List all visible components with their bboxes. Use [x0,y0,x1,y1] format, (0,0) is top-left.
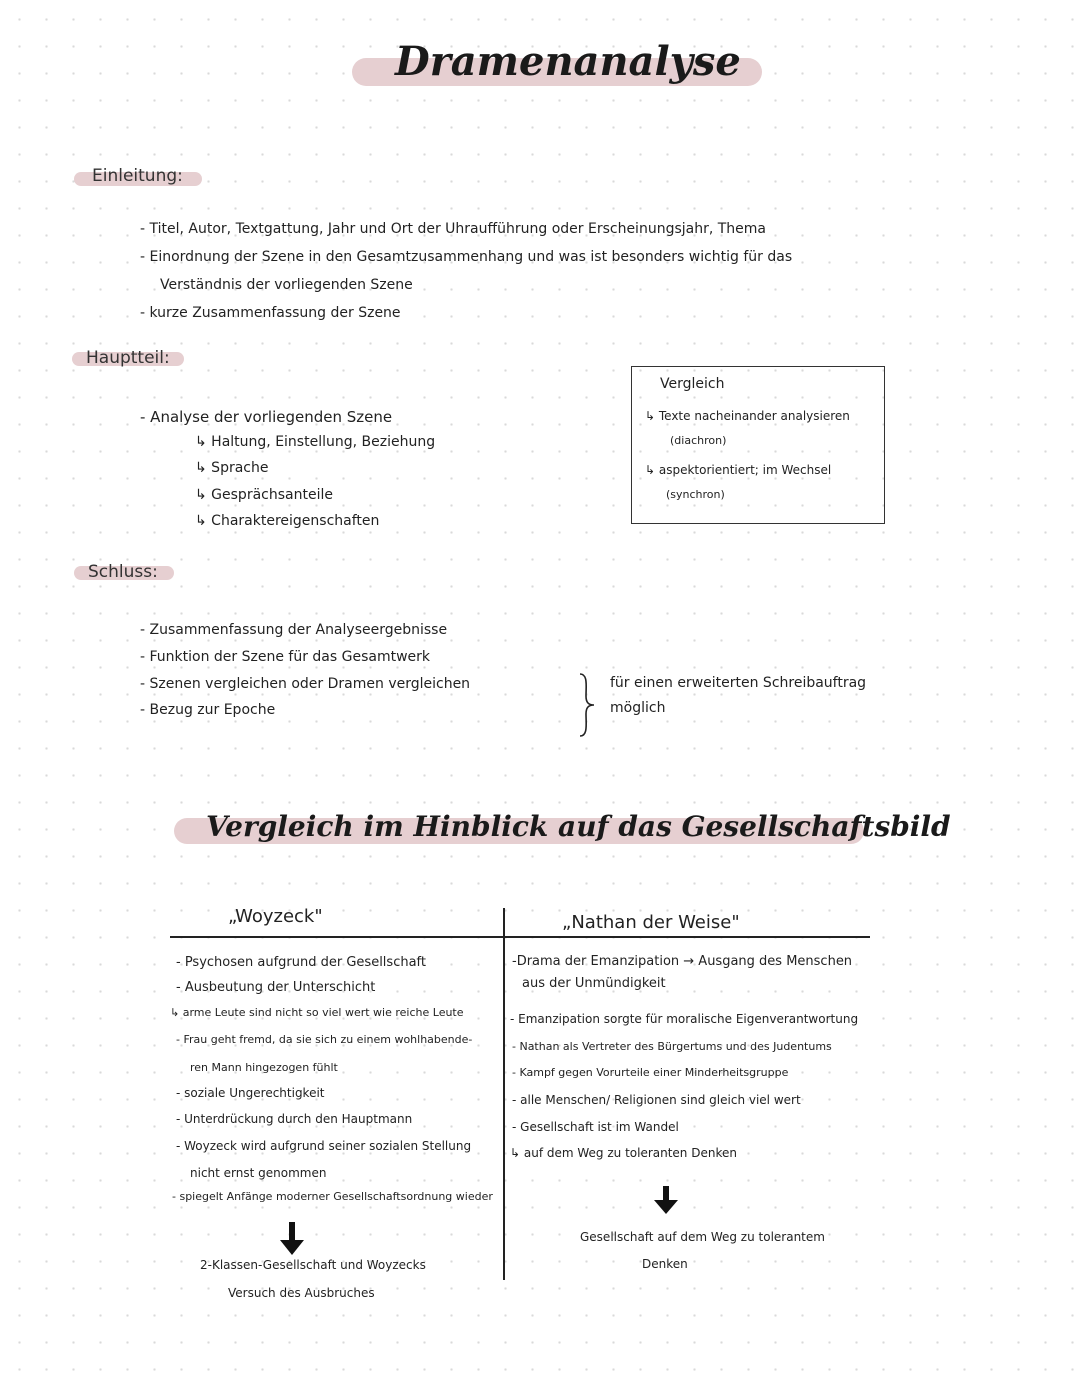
schluss-line-2: - Funktion der Szene für das Gesamtwerk [140,649,431,665]
woyzeck-item-7: - Unterdrückung durch den Hauptmann [176,1112,413,1126]
hauptteil-sub-3: ↳ Gesprächsanteile [195,487,333,503]
curly-brace [576,672,598,738]
schluss-line-3: - Szenen vergleichen oder Dramen vergleichen [140,676,471,692]
vergleich-title: Vergleich [660,376,725,392]
woyzeck-item-3: ↳ arme Leute sind nicht so viel wert wie reiche Leute [170,1006,464,1019]
woyzeck-arrow-stem [289,1222,295,1242]
woyzeck-item-5: ren Mann hingezogen fühlt [190,1061,338,1074]
nathan-item-5: - Kampf gegen Vorurteile einer Minderheitsgruppe [512,1066,789,1079]
woyzeck-item-9: nicht ernst genommen [190,1166,327,1180]
einleitung-label: Einleitung: [92,166,183,186]
page-title: Dramenanalyse [395,38,741,85]
woyzeck-conclusion-2: Versuch des Ausbruches [228,1286,375,1300]
schluss-label: Schluss: [88,562,158,582]
schluss-note-2: möglich [610,700,666,716]
nathan-arrow-icon [654,1200,678,1214]
nathan-conclusion-2: Denken [642,1257,688,1271]
hauptteil-sub-2: ↳ Sprache [195,460,269,476]
woyzeck-item-6: - soziale Ungerechtigkeit [176,1086,325,1100]
nathan-conclusion-1: Gesellschaft auf dem Weg zu tolerantem [580,1230,825,1244]
woyzeck-item-10: - spiegelt Anfänge moderner Gesellschaftsordnung wieder [172,1190,493,1203]
einleitung-line-1: - Titel, Autor, Textgattung, Jahr und Ort der Uhraufführung oder Erscheinungsjahr, Thema [140,221,767,237]
vergleich-line-3: ↳ aspektorientiert; im Wechsel [645,463,832,477]
vergleich-line-4: (synchron) [666,488,725,501]
hauptteil-sub-4: ↳ Charaktereigenschaften [195,513,380,529]
nathan-item-7: - Gesellschaft ist im Wandel [512,1120,679,1134]
woyzeck-item-4: - Frau geht fremd, da sie sich zu einem wohlhabende- [176,1033,473,1046]
woyzeck-item-8: - Woyzeck wird aufgrund seiner sozialen Stellung [176,1139,472,1153]
woyzeck-header: „Woyzeck" [228,906,323,927]
nathan-item-8: ↳ auf dem Weg zu toleranten Denken [510,1146,737,1160]
vergleich-line-2: (diachron) [670,434,727,447]
hauptteil-label: Hauptteil: [86,348,170,368]
table-header-line [170,936,870,938]
schluss-note-1: für einen erweiterten Schreibauftrag [610,675,867,691]
woyzeck-conclusion-1: 2-Klassen-Gesellschaft und Woyzecks [200,1258,426,1272]
nathan-item-2: aus der Unmündigkeit [522,976,666,991]
einleitung-line-2: - Einordnung der Szene in den Gesamtzusammenhang und was ist besonders wichtig für das [140,249,793,265]
einleitung-line-3: Verständnis der vorliegenden Szene [160,277,413,293]
nathan-item-1: -Drama der Emanzipation → Ausgang des Menschen [512,954,853,969]
nathan-item-3: - Emanzipation sorgte für moralische Eigenverantwortung [510,1012,859,1026]
table-divider [503,908,505,1280]
nathan-header: „Nathan der Weise" [562,912,740,933]
woyzeck-item-1: - Psychosen aufgrund der Gesellschaft [176,955,426,970]
einleitung-line-4: - kurze Zusammenfassung der Szene [140,305,401,321]
woyzeck-item-2: - Ausbeutung der Unterschicht [176,980,376,995]
woyzeck-arrow-icon [280,1240,304,1255]
schluss-line-1: - Zusammenfassung der Analyseergebnisse [140,622,448,638]
nathan-item-6: - alle Menschen/ Religionen sind gleich viel wert [512,1093,801,1107]
vergleich-line-1: ↳ Texte nacheinander analysieren [645,409,850,423]
nathan-item-4: - Nathan als Vertreter des Bürgertums und des Judentums [512,1040,832,1053]
comparison-title: Vergleich im Hinblick auf das Gesellschaftsbild [206,810,951,843]
schluss-line-4: - Bezug zur Epoche [140,702,276,718]
hauptteil-main: - Analyse der vorliegenden Szene [140,408,393,426]
hauptteil-sub-1: ↳ Haltung, Einstellung, Beziehung [195,434,436,450]
